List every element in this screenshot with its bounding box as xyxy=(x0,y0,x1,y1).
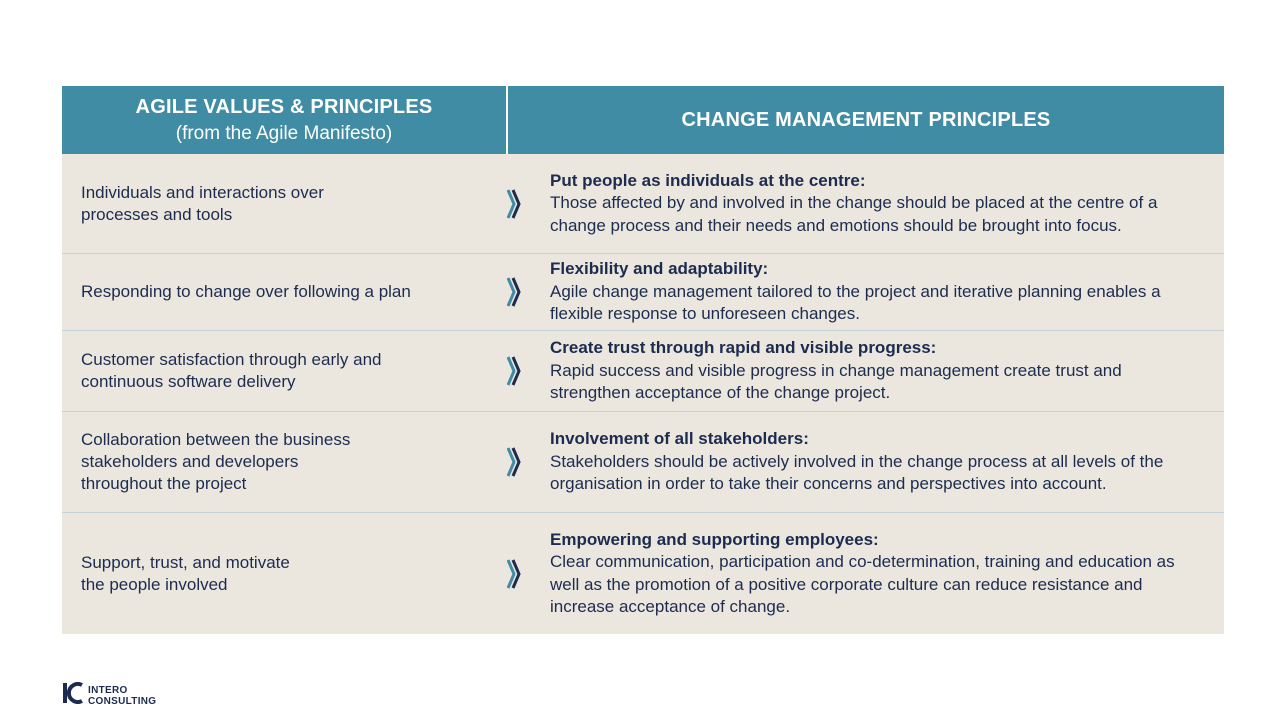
agile-line: Individuals and interactions over xyxy=(81,182,324,202)
change-principle xyxy=(535,428,1224,496)
agile-line: processes and tools xyxy=(81,204,233,224)
agile-line: the people involved xyxy=(81,574,228,594)
header-agile xyxy=(62,86,508,154)
chevron-right-icon xyxy=(485,188,535,220)
agile-principle xyxy=(62,349,485,393)
change-principle-title: Flexibility and adaptability: xyxy=(550,259,769,279)
change-principle-text: Those affected by and involved in the change should be placed at the centre of a change process and their needs and emotions should be brought into focus. xyxy=(550,193,1158,235)
intero-logo-icon xyxy=(62,682,84,709)
agile-principle xyxy=(62,552,485,596)
change-principle xyxy=(535,337,1224,405)
chevron-right-icon xyxy=(485,446,535,478)
agile-line: Collaboration between the business xyxy=(81,430,351,449)
table-header xyxy=(62,86,1224,154)
agile-line: throughout the project xyxy=(81,474,247,493)
change-principle xyxy=(535,170,1224,238)
agile-line: Responding to change over following a plan xyxy=(81,282,411,301)
change-principle xyxy=(535,529,1224,619)
agile-line: Customer satisfaction through early and xyxy=(81,350,382,369)
header-change-title: CHANGE MANAGEMENT PRINCIPLES xyxy=(681,108,1051,131)
table-row xyxy=(62,331,1224,412)
logo-text xyxy=(88,685,156,707)
agile-line: stakeholders and developers xyxy=(81,452,299,471)
table-row xyxy=(62,513,1224,634)
change-principle-title: Put people as individuals at the centre: xyxy=(550,170,866,190)
change-principle-text: Rapid success and visible progress in change management create trust and strengthen acceptance of the change project. xyxy=(550,360,1122,403)
table-row xyxy=(62,254,1224,331)
chevron-right-icon xyxy=(485,558,535,590)
change-principle-title: Empowering and supporting employees: xyxy=(550,529,879,549)
header-agile-subtitle: (from the Agile Manifesto) xyxy=(175,122,393,144)
chevron-right-icon xyxy=(485,276,535,308)
logo-line-2: CONSULTING xyxy=(88,695,157,707)
header-agile-title: AGILE VALUES & PRINCIPLES xyxy=(135,95,433,118)
agile-principle xyxy=(62,429,485,495)
agile-line: continuous software delivery xyxy=(81,372,296,391)
change-principle-text: Stakeholders should be actively involved in the change process at all levels of the organisation in order to take their concerns and perspectives into account. xyxy=(550,451,1164,494)
change-principle-text: Clear communication, participation and co-determination, training and education as well as the promotion of a positive corporate culture can reduce resistance and increase acceptance of change. xyxy=(550,552,1175,616)
table-row xyxy=(62,412,1224,513)
agile-principle xyxy=(62,182,485,226)
agile-line: Support, trust, and motivate xyxy=(81,552,290,572)
change-principle-text: Agile change management tailored to the project and iterative planning enables a flexible response to unforeseen changes. xyxy=(550,281,1161,324)
change-principle-title: Create trust through rapid and visible progress: xyxy=(550,338,937,358)
chevron-right-icon xyxy=(485,355,535,387)
agile-principle xyxy=(62,281,485,303)
table-row xyxy=(62,154,1224,254)
header-change xyxy=(508,86,1224,154)
company-logo xyxy=(62,682,156,709)
logo-line-1: INTERO xyxy=(88,684,128,696)
change-principle-title: Involvement of all stakeholders: xyxy=(550,429,809,449)
change-principle xyxy=(535,258,1224,326)
comparison-table xyxy=(62,86,1224,634)
